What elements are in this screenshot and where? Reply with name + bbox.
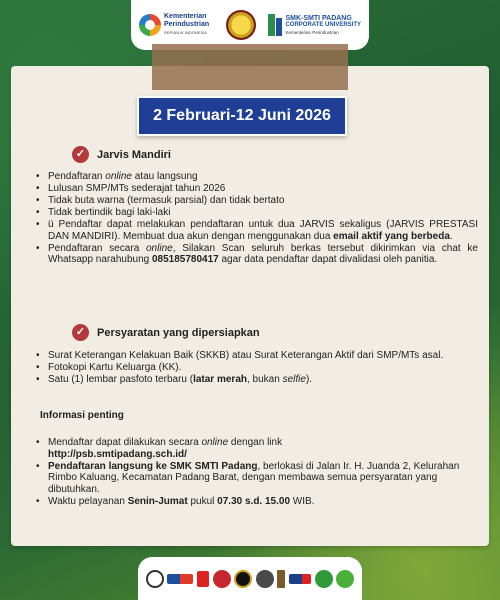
list-item: • Satu (1) lembar pasfoto terbaru (latar merah, bukan selfie). [48, 374, 478, 386]
bnsp-logo-icon [289, 574, 311, 584]
section-title: Jarvis Mandiri [97, 148, 171, 161]
bar-logo-icon [277, 570, 285, 588]
red-logo-icon [197, 571, 209, 587]
check-icon: ✓ [72, 146, 89, 163]
section-jarvis-mandiri [72, 146, 171, 163]
kan-logo-icon [167, 574, 193, 584]
dark-seal-icon [234, 570, 252, 588]
grey-seal-icon [256, 570, 274, 588]
smk-sub1: CORPORATE UNIVERSITY [285, 21, 361, 28]
kemenperin-sub: REPUBLIK INDONESIA [164, 30, 207, 35]
list-item: • Tidak buta warna (termasuk parsial) dan tidak bertato [48, 195, 478, 207]
date-banner: 2 Februari-12 Juni 2026 [137, 96, 347, 136]
informasi-list [34, 437, 478, 508]
list-item: • ü Pendaftar dapat melakukan pendaftaran untuk dua JARVIS sekaligus (JARVIS PRESTASI DAN MANDIRI). Membuat dua akun dengan menggunakan dua email aktif yang berbeda. [48, 219, 478, 242]
smk-name: SMK-SMTI PADANG [285, 14, 352, 22]
list-item: • Lulusan SMP/MTs sederajat tahun 2026 [48, 183, 478, 195]
registration-link[interactable]: http://psb.smtipadang.sch.id/ [48, 448, 187, 460]
kemenperin-name: Kementerian Perindustrian [164, 13, 210, 28]
green-logo-icon [315, 570, 333, 588]
list-item: • Pendaftaran online atau langsung [48, 171, 478, 183]
list-item: • Pendaftaran langsung ke SMK SMTI Padang, berlokasi di Jalan Ir. H. Juanda 2, Kelurahan Rimbo Kaluang, Kecamatan Padang Barat, dengan membawa semua persyaratan yang dibutuhkan. [48, 461, 478, 496]
section-persyaratan [72, 324, 260, 341]
list-item: • Fotokopi Kartu Keluarga (KK). [48, 362, 478, 374]
list-item: • Surat Keterangan Kelakuan Baik (SKKB) atau Surat Keterangan Aktif dari SMP/MTs asal. [48, 350, 478, 362]
section-title: Persyaratan yang dipersiapkan [97, 326, 260, 339]
globe-logo-icon [146, 570, 164, 588]
list-item: • Tidak bertindik bagi laki-laki [48, 207, 478, 219]
list-item: • Mendaftar dapat dilakukan secara online dengan link http://psb.smtipadang.sch.id/ [48, 437, 478, 460]
check-icon: ✓ [72, 324, 89, 341]
section-informasi-penting: Informasi penting [40, 410, 124, 421]
list-item: • Waktu pelayanan Senin-Jumat pukul 07.30 s.d. 15.00 WIB. [48, 496, 478, 508]
red-seal-icon [213, 570, 231, 588]
footer-logo-plate [138, 557, 362, 600]
list-item: • Pendaftaran secara online, Silakan Scan seluruh berkas tersebut dikirimkan via chat ke Whatsapp narahubung 085185780417 agar data pendaftar dapat divalidasi oleh panitia. [48, 243, 478, 266]
jarvis-mandiri-list [34, 171, 478, 266]
green-gear-icon [336, 570, 354, 588]
smk-sub2: Kementerian Perindustrian [285, 29, 339, 35]
persyaratan-list [34, 350, 478, 386]
